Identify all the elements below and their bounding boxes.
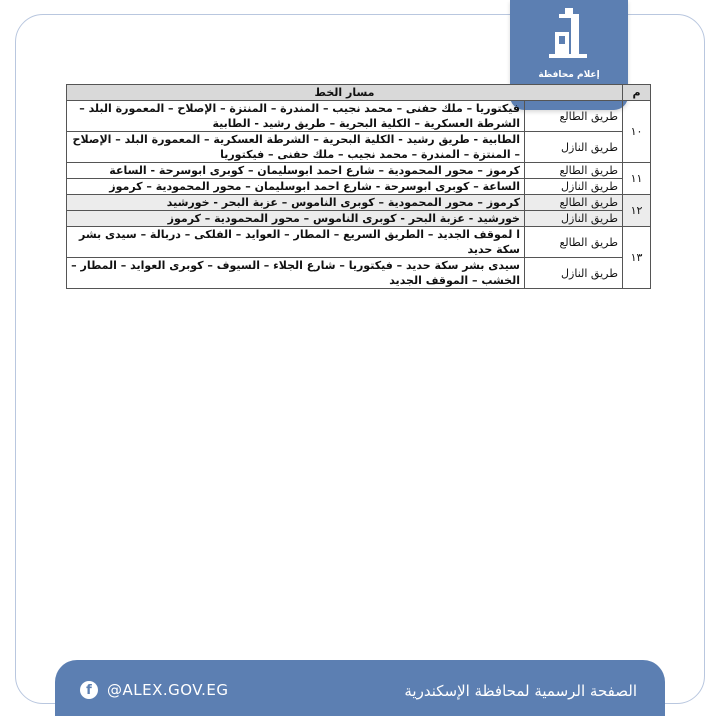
facebook-icon[interactable]: f: [80, 681, 98, 699]
route-path: كرموز – محور المحمودية – شارع احمد ابوسليمان – كوبرى ابوسرحة - الساعة: [67, 163, 525, 179]
table-row: [67, 258, 651, 289]
direction-label: طريق الطالع: [525, 101, 623, 132]
line-number: ١٣: [623, 227, 651, 289]
footer-bar: [55, 660, 665, 716]
direction-label: طريق النازل: [525, 132, 623, 163]
line-number: ١٢: [623, 195, 651, 227]
table-header-row: [67, 85, 651, 101]
route-path: الطابية - طريق رشيد - الكلية البحرية – الشرطة العسكرية – المعمورة البلد – الإصلاح – المنتزة – المندرة – محمد نجيب – ملك حفنى – فيكتوريا: [67, 132, 525, 163]
direction-label: طريق الطالع: [525, 163, 623, 179]
route-path: الساعة – كوبرى ابوسرحة - شارع احمد ابوسليمان – محور المحمودية – كرموز: [67, 179, 525, 195]
route-path: سيدى بشر سكة حديد – فيكتوريا – شارع الجلاء – السيوف – كوبرى العوايد – المطار – الخشب – الموقف الجديد: [67, 258, 525, 289]
table-row: [67, 227, 651, 258]
route-path: ا لموقف الجديد – الطريق السريع – المطار – العوايد – الفلكى – دربالة – سيدى بشر سكة حديد: [67, 227, 525, 258]
route-path: فيكتوريا – ملك حفنى – محمد نجيب – المندرة – المنتزة – الإصلاح – المعمورة البلد – الشرطة العسكرية – الكلية البحرية – طريق رشيد - الطابية: [67, 101, 525, 132]
header-path: مسار الخط: [67, 85, 623, 101]
direction-label: طريق الطالع: [525, 195, 623, 211]
line-number: ١٠: [623, 101, 651, 163]
table-row: [67, 211, 651, 227]
table-row: [67, 101, 651, 132]
route-path: خورشيد - عزبة البحر - كوبرى الناموس – محور المحمودية – كرموز: [67, 211, 525, 227]
direction-label: طريق النازل: [525, 179, 623, 195]
direction-label: طريق النازل: [525, 258, 623, 289]
table-row: [67, 195, 651, 211]
direction-label: طريق النازل: [525, 211, 623, 227]
line-number: ١١: [623, 163, 651, 195]
direction-label: طريق الطالع: [525, 227, 623, 258]
table-row: [67, 163, 651, 179]
table-row: [67, 179, 651, 195]
facebook-handle-link[interactable]: @ALEX.GOV.EG: [107, 681, 229, 699]
route-path: كرموز – محور المحمودية – كوبرى الناموس – عزبة البحر - خورشيد: [67, 195, 525, 211]
lighthouse-logo-icon: [545, 8, 593, 68]
routes-table: [66, 84, 651, 289]
footer-title: الصفحة الرسمية لمحافظة الإسكندرية: [404, 682, 637, 700]
header-number: م: [623, 85, 651, 101]
table-row: [67, 132, 651, 163]
logo-line-1: إعلام محافظة: [538, 70, 600, 80]
